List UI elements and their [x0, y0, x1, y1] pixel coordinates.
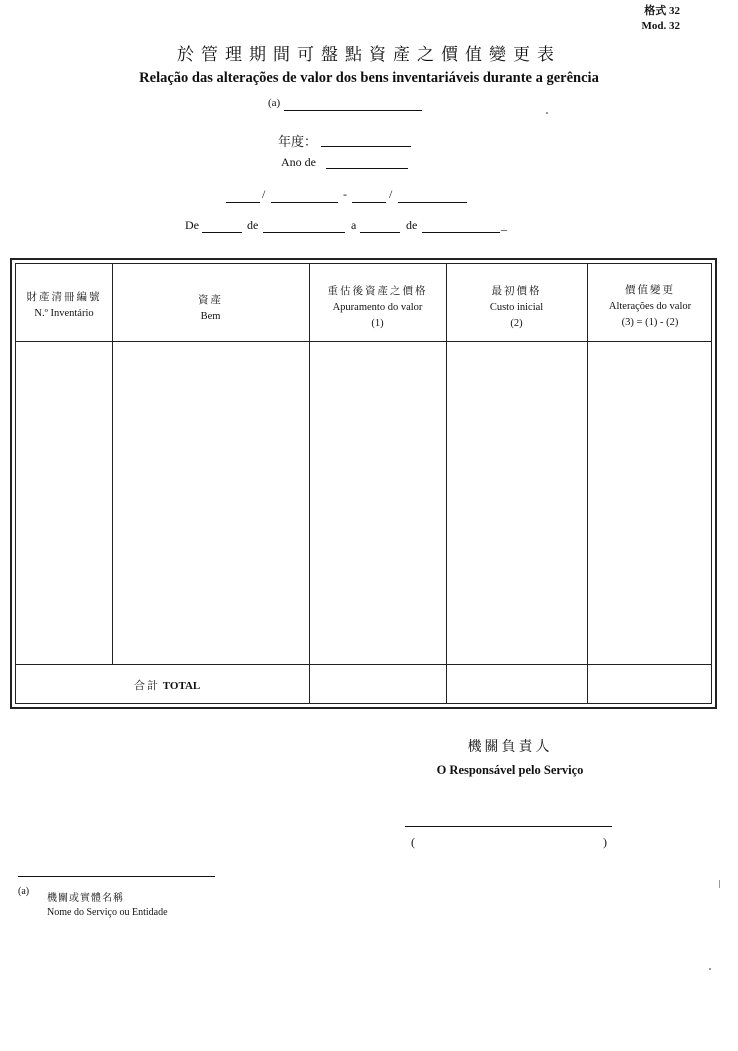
cell-revalued-body[interactable] [310, 342, 446, 664]
footnote-pt: Nome do Serviço ou Entidade [47, 907, 168, 918]
total-revalued-cell[interactable] [310, 665, 446, 703]
footnote-marker: (a) [18, 886, 30, 897]
scan-speck [709, 968, 711, 970]
form-code [642, 4, 681, 34]
col-header-initial-cost-zh: 最初價格 [491, 286, 542, 297]
col-header-inventory [16, 290, 112, 322]
signature-title-zh: 機關負責人 [467, 740, 553, 755]
cell-initial-cost-body[interactable] [447, 342, 587, 664]
title-zh: 於管理期間可盤點資產之價值變更表 [177, 45, 561, 64]
col-header-inventory-zh: 財產清冊編號 [26, 292, 102, 303]
year-field-zh[interactable] [321, 146, 411, 147]
signature-paren-open: ( [411, 835, 415, 849]
year-label-pt: Ano de [281, 155, 316, 169]
scan-speck [546, 112, 548, 114]
inventory-table [10, 258, 717, 709]
period-de-label-3: de [406, 218, 418, 232]
date-field-4[interactable] [398, 202, 467, 203]
period-end-mark: _ [501, 218, 507, 232]
col-header-asset [112, 293, 309, 325]
col-header-asset-pt: Bem [200, 311, 221, 322]
signature-paren-close: ) [603, 835, 607, 849]
period-a-label: a [351, 218, 357, 232]
period-day-start[interactable] [202, 232, 242, 233]
col-header-initial-cost [446, 284, 587, 332]
form-code-zh: 格式 32 [644, 5, 680, 17]
col-header-initial-cost-note: (2) [510, 318, 523, 329]
form-code-pt: Mod. 32 [641, 20, 680, 32]
total-label-pt: TOTAL [162, 680, 201, 692]
signature-title-pt: O Responsável pelo Serviço [436, 763, 584, 777]
title-pt: Relação das alterações de valor dos bens inventariáveis durante a gerência [139, 70, 599, 86]
total-label-zh: 合計 [134, 680, 160, 692]
date-field-1[interactable] [226, 202, 260, 203]
col-header-value-change-note: (3) = (1) - (2) [621, 317, 679, 328]
period-de-label-2: de [247, 218, 259, 232]
col-header-revalued [309, 284, 446, 332]
col-header-inventory-pt: N.º Inventário [34, 308, 94, 319]
signature-line[interactable] [405, 826, 612, 827]
year-field-pt[interactable] [326, 168, 408, 169]
period-de-label: De [185, 218, 199, 232]
scan-speck [719, 880, 720, 888]
footnote-rule [18, 876, 215, 877]
cell-asset-body[interactable] [113, 342, 309, 664]
date-sep-slash-2: / [389, 187, 393, 201]
date-field-2[interactable] [271, 202, 338, 203]
footnote-zh: 機關或實體名稱 [47, 893, 124, 904]
col-header-value-change-pt: Alterações do valor [608, 301, 692, 312]
year-label-zh: 年度： [278, 134, 318, 149]
date-field-3[interactable] [352, 202, 386, 203]
col-header-revalued-zh: 重估後資產之價格 [327, 286, 428, 297]
date-sep-slash-1: / [262, 187, 266, 201]
col-header-revalued-pt: Apuramento do valor [332, 302, 423, 313]
period-month-start[interactable] [263, 232, 345, 233]
col-header-value-change [587, 283, 713, 331]
total-initial-cost-cell[interactable] [447, 665, 587, 703]
period-day-end[interactable] [360, 232, 400, 233]
date-sep-dash: - [343, 187, 347, 201]
col-header-initial-cost-pt: Custo inicial [489, 302, 544, 313]
total-value-change-cell[interactable] [588, 665, 713, 703]
entity-name-field[interactable] [284, 110, 422, 111]
col-header-asset-zh: 資產 [198, 295, 223, 306]
total-label [134, 677, 200, 693]
cell-value-change-body[interactable] [588, 342, 713, 664]
entity-label: (a) [268, 97, 281, 109]
col-header-value-change-zh: 價值變更 [625, 285, 675, 296]
period-month-end[interactable] [422, 232, 500, 233]
col-header-revalued-note: (1) [371, 318, 384, 329]
cell-inventory-body[interactable] [16, 342, 112, 664]
inventory-table-inner [15, 263, 712, 704]
